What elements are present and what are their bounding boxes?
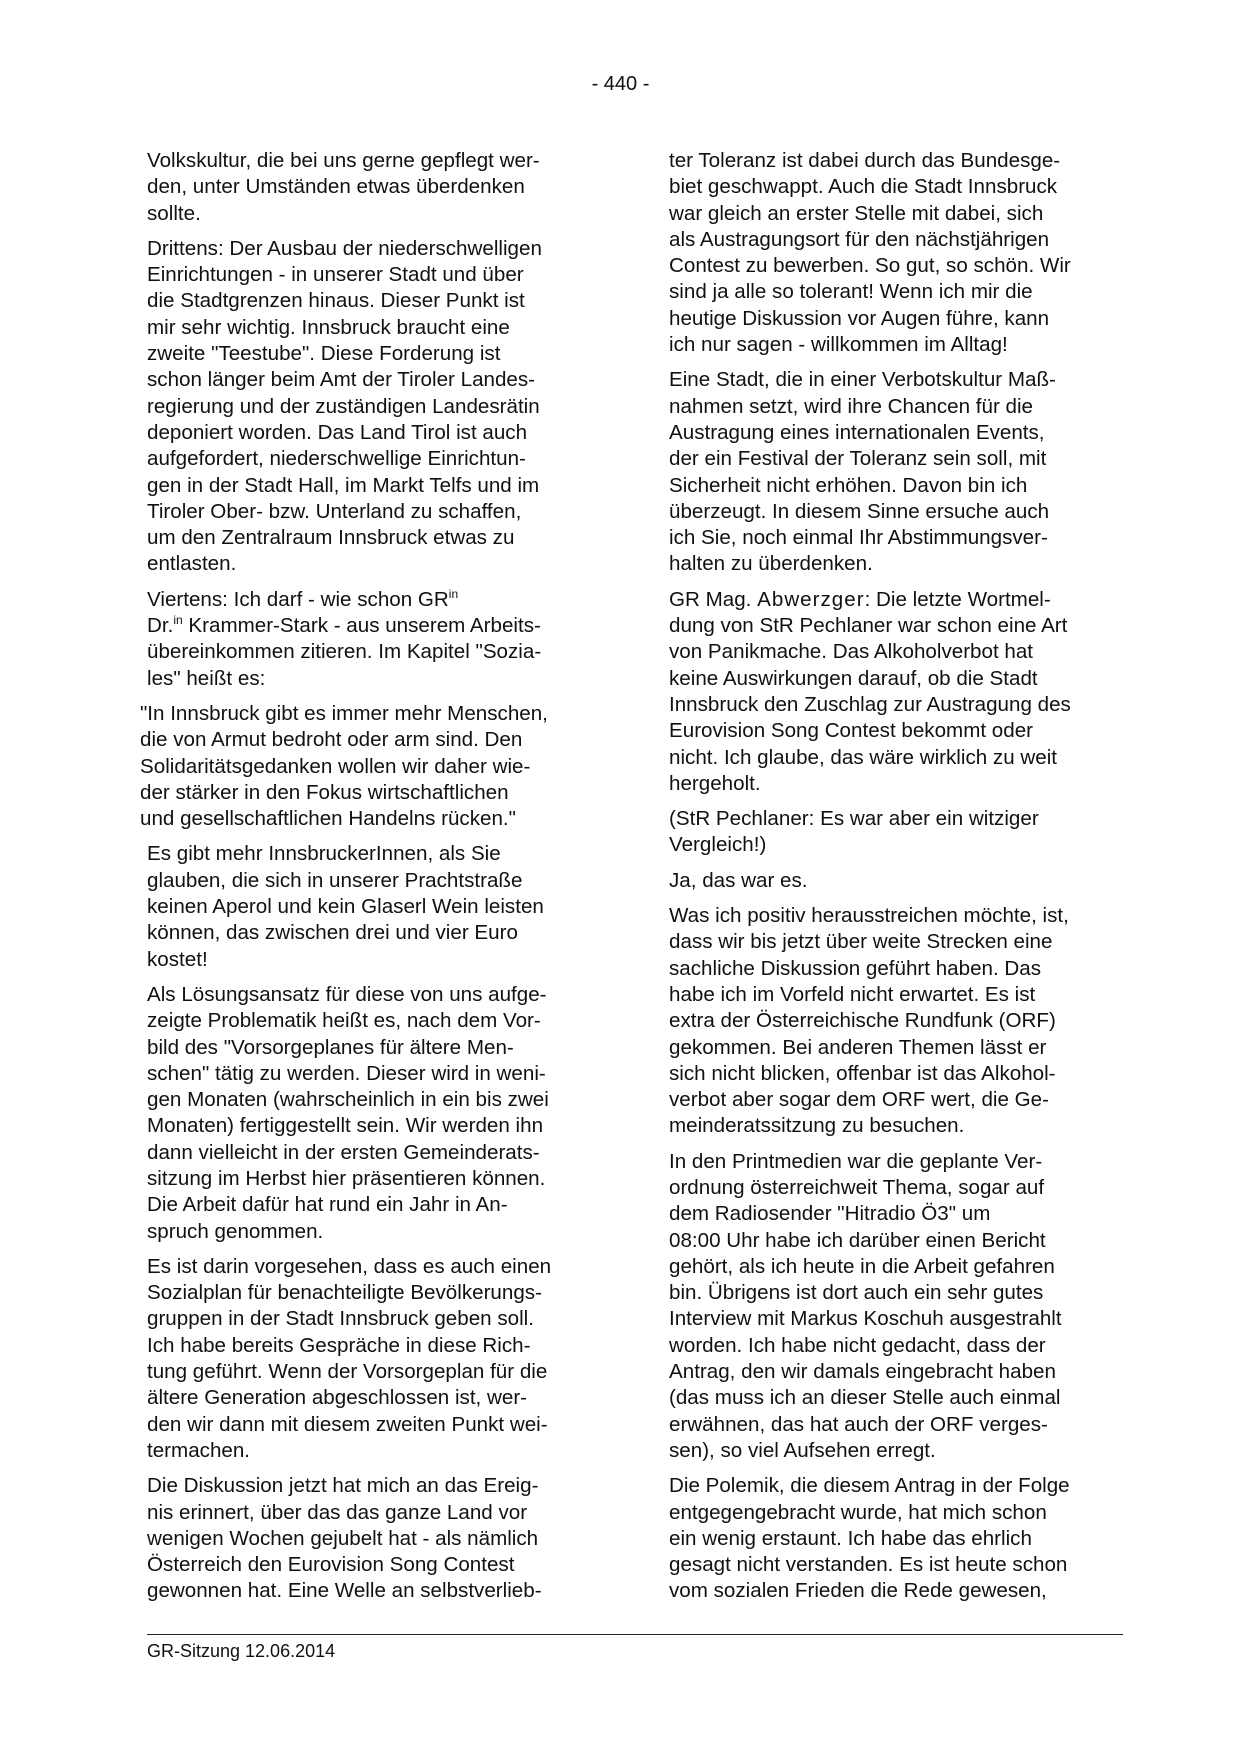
text-fragment: nahmen setzt, wird ihre Chancen für die: [669, 394, 1034, 418]
text-fragment: sich nicht blicken, offenbar ist das Alkohol-: [669, 1061, 1056, 1085]
text-fragment: dann vielleicht in der ersten Gemeinderats-: [147, 1140, 540, 1164]
paragraph: [669, 148, 1129, 358]
text-line: [669, 587, 1129, 613]
text-fragment: Monaten) fertiggestellt sein. Wir werden ihn: [147, 1114, 544, 1138]
paragraph: [669, 806, 1129, 859]
text-line: [669, 1359, 1129, 1385]
text-line: [140, 701, 612, 727]
text-line: [147, 148, 612, 174]
text-line: [669, 1149, 1129, 1175]
text-fragment: keine Auswirkungen darauf, ob die Stadt: [669, 666, 1038, 690]
text-fragment: ter Toleranz ist dabei durch das Bundesge-: [669, 149, 1061, 172]
footer-session-date: GR-Sitzung 12.06.2014: [147, 1641, 336, 1661]
text-line: [669, 525, 1129, 551]
text-fragment: biet geschwappt. Auch die Stadt Innsbruck: [669, 175, 1058, 199]
text-fragment: Vergleich!): [669, 833, 767, 857]
text-line: [669, 1412, 1129, 1438]
text-line: [669, 1526, 1129, 1552]
text-fragment: Tiroler Ober- bzw. Unterland zu schaffen,: [147, 499, 522, 523]
text-line: [669, 499, 1129, 525]
text-fragment: ein wenig erstaunt. Ich habe das ehrlich: [669, 1526, 1032, 1550]
text-fragment: bin. Übrigens ist dort auch ein sehr gutes: [669, 1281, 1044, 1305]
text-fragment: Einrichtungen - in unserer Stadt und über: [147, 263, 524, 287]
text-line: [669, 1306, 1129, 1332]
text-fragment: Die Polemik, die diesem Antrag in der Folge: [669, 1474, 1070, 1498]
paragraph: [669, 1149, 1129, 1465]
text-fragment: Sicherheit nicht erhöhen. Davon bin ich: [669, 473, 1028, 497]
right-column: [669, 148, 1129, 1614]
text-fragment: schen" tätig zu werden. Dieser wird in weni-: [147, 1061, 546, 1085]
text-line: [669, 201, 1129, 227]
text-line: [669, 806, 1129, 832]
text-fragment: Solidaritätsgedanken wollen wir daher wie-: [140, 754, 531, 778]
text-line: [669, 1385, 1129, 1411]
text-fragment: Ja, das war es.: [669, 868, 808, 892]
text-line: [147, 982, 612, 1008]
text-fragment: entlasten.: [147, 552, 237, 576]
paragraph: [147, 148, 612, 227]
paragraph: [669, 903, 1129, 1140]
superscript: in: [448, 586, 459, 601]
text-line: [669, 1228, 1129, 1254]
text-fragment: den, unter Umständen etwas überdenken: [147, 175, 525, 199]
text-line: [147, 1526, 612, 1552]
text-line: [669, 1552, 1129, 1578]
text-line: [140, 806, 612, 832]
text-fragment: Eurovision Song Contest bekommt oder: [669, 719, 1034, 743]
text-fragment: tung geführt. Wenn der Vorsorgeplan für die: [147, 1360, 548, 1384]
text-fragment: überzeugt. In diesem Sinne ersuche auch: [669, 499, 1050, 523]
text-line: [669, 1061, 1129, 1087]
text-line: [669, 1500, 1129, 1526]
paragraph: [147, 1254, 612, 1464]
text-line: [669, 367, 1129, 393]
paragraph: [147, 1473, 612, 1604]
text-line: [669, 227, 1129, 253]
text-line: [669, 1113, 1129, 1139]
text-line: [147, 1500, 612, 1526]
text-line: [669, 1280, 1129, 1306]
text-fragment: keinen Aperol und kein Glaserl Wein leisten: [147, 895, 544, 919]
text-fragment: gen Monaten (wahrscheinlich in ein bis zwei: [147, 1088, 549, 1112]
text-fragment: In den Printmedien war die geplante Ver-: [669, 1149, 1043, 1173]
text-fragment: der stärker in den Fokus wirtschaftlichen: [140, 780, 509, 804]
text-fragment: heutige Diskussion vor Augen führe, kann: [669, 306, 1050, 330]
paragraph: [669, 868, 1129, 894]
text-fragment: kostet!: [147, 947, 208, 971]
paragraph: [669, 1473, 1129, 1604]
text-line: [147, 1552, 612, 1578]
text-line: [669, 692, 1129, 718]
text-fragment: aufgefordert, niederschwellige Einrichtun-: [147, 447, 526, 471]
text-fragment: schon länger beim Amt der Tiroler Landes-: [147, 368, 536, 392]
text-fragment: sind ja alle so tolerant! Wenn ich mir die: [669, 280, 1033, 304]
text-fragment: gruppen in der Stadt Innsbruck geben soll.: [147, 1307, 534, 1331]
text-line: [147, 201, 612, 227]
text-line: [147, 525, 612, 551]
text-line: [669, 174, 1129, 200]
paragraph: [147, 587, 612, 692]
page-number: - 440 -: [591, 73, 650, 95]
text-line: [669, 903, 1129, 929]
text-fragment: die von Armut bedroht oder arm sind. Den: [140, 728, 523, 752]
text-line: [669, 1087, 1129, 1113]
superscript: in: [173, 613, 183, 628]
text-line: [669, 1473, 1129, 1499]
text-fragment: gesagt nicht verstanden. Es ist heute schon: [669, 1553, 1068, 1577]
text-line: [147, 174, 612, 200]
text-fragment: Krammer-Stark - aus unserem Arbeits-: [182, 614, 541, 638]
paragraph: [147, 982, 612, 1245]
text-fragment: um den Zentralraum Innsbruck etwas zu: [147, 526, 515, 550]
left-column: [140, 148, 612, 1614]
text-fragment: die Stadtgrenzen hinaus. Dieser Punkt ist: [147, 289, 525, 313]
text-fragment: (StR Pechlaner: Es war aber ein witziger: [669, 807, 1039, 831]
text-line: [147, 1061, 612, 1087]
text-fragment: worden. Ich habe nicht gedacht, dass der: [669, 1333, 1046, 1357]
text-line: [669, 279, 1129, 305]
text-line: [147, 341, 612, 367]
text-line: [147, 499, 612, 525]
text-line: [147, 1385, 612, 1411]
text-fragment: vom sozialen Frieden die Rede gewesen,: [669, 1579, 1047, 1603]
text-fragment: und gesellschaftlichen Handelns rücken.": [140, 807, 516, 831]
text-line: [147, 1412, 612, 1438]
text-line: [147, 894, 612, 920]
text-line: [147, 1166, 612, 1192]
text-line: [147, 420, 612, 446]
text-fragment: zweite "Teestube". Diese Forderung ist: [147, 342, 501, 366]
text-fragment: war gleich an erster Stelle mit dabei, sich: [669, 201, 1044, 225]
text-fragment: sitzung im Herbst hier präsentieren können.: [147, 1166, 546, 1190]
text-fragment: Austragung eines internationalen Events,: [669, 420, 1045, 444]
text-fragment: halten zu überdenken.: [669, 552, 873, 576]
text-line: [669, 253, 1129, 279]
text-line: [669, 1035, 1129, 1061]
text-line: [147, 868, 612, 894]
text-line: [669, 420, 1129, 446]
text-line: [669, 639, 1129, 665]
text-line: [669, 666, 1129, 692]
text-fragment: bild des "Vorsorgeplanes für ältere Men-: [147, 1035, 514, 1059]
text-fragment: mir sehr wichtig. Innsbruck braucht eine: [147, 315, 510, 339]
text-line: [147, 639, 612, 665]
text-line: [669, 745, 1129, 771]
text-line: [147, 288, 612, 314]
text-fragment: zeigte Problematik heißt es, nach dem Vor-: [147, 1009, 541, 1033]
text-fragment: dass wir bis jetzt über weite Strecken eine: [669, 930, 1053, 954]
text-line: [147, 1333, 612, 1359]
text-fragment: den wir dann mit diesem zweiten Punkt wei-: [147, 1412, 548, 1436]
text-fragment: Ich habe bereits Gespräche in diese Rich-: [147, 1333, 531, 1357]
text-fragment: Innsbruck den Zuschlag zur Austragung des: [669, 692, 1071, 716]
text-fragment: können, das zwischen drei und vier Euro: [147, 921, 518, 945]
text-line: [147, 613, 612, 639]
paragraph: [140, 701, 612, 832]
text-fragment: Viertens: Ich darf - wie schon GR: [147, 587, 449, 611]
text-fragment: dung von StR Pechlaner war schon eine Art: [669, 614, 1068, 638]
text-fragment: gehört, als ich heute in die Arbeit gefahren: [669, 1254, 1055, 1278]
text-fragment: regierung und der zuständigen Landesrätin: [147, 394, 540, 418]
text-fragment: Es gibt mehr InnsbruckerInnen, als Sie: [147, 842, 501, 866]
text-fragment: Antrag, den wir damals eingebracht haben: [669, 1360, 1056, 1384]
text-fragment: als Austragungsort für den nächstjährigen: [669, 227, 1050, 251]
text-line: [147, 1473, 612, 1499]
text-fragment: gekommen. Bei anderen Themen lässt er: [669, 1035, 1047, 1059]
text-line: [147, 920, 612, 946]
text-line: [147, 551, 612, 577]
text-line: [669, 868, 1129, 894]
text-line: [147, 236, 612, 262]
text-line: [147, 394, 612, 420]
text-line: [147, 473, 612, 499]
text-line: [669, 1201, 1129, 1227]
text-line: [140, 727, 612, 753]
text-line: [147, 587, 612, 613]
text-line: [147, 1438, 612, 1464]
text-line: [669, 613, 1129, 639]
text-fragment: Es ist darin vorgesehen, dass es auch einen: [147, 1254, 552, 1278]
text-fragment: habe ich im Vorfeld nicht erwartet. Es ist: [669, 982, 1036, 1006]
text-fragment: sollte.: [147, 201, 201, 225]
text-line: [669, 473, 1129, 499]
text-fragment: 08:00 Uhr habe ich darüber einen Bericht: [669, 1228, 1046, 1252]
text-fragment: gewonnen hat. Eine Welle an selbstverlieb-: [147, 1579, 542, 1603]
text-fragment: übereinkommen zitieren. Im Kapitel "Sozia-: [147, 640, 542, 664]
footer-divider: [147, 1634, 1123, 1635]
text-line: [147, 1359, 612, 1385]
text-line: [140, 754, 612, 780]
text-fragment: hergeholt.: [669, 771, 761, 795]
text-fragment: Sozialplan für benachteiligte Bevölkerungs-: [147, 1281, 542, 1305]
text-fragment: gen in der Stadt Hall, im Markt Telfs und im: [147, 473, 540, 497]
text-line: [147, 841, 612, 867]
text-fragment: Was ich positiv herausstreichen möchte, ist,: [669, 904, 1069, 928]
text-line: [669, 1333, 1129, 1359]
text-fragment: Interview mit Markus Koschuh ausgestrahlt: [669, 1307, 1062, 1331]
paragraph: [147, 236, 612, 578]
text-fragment: sachliche Diskussion geführt haben. Das: [669, 956, 1042, 980]
text-line: [147, 1008, 612, 1034]
text-fragment: Als Lösungsansatz für diese von uns aufge-: [147, 982, 547, 1006]
text-fragment: dem Radiosender "Hitradio Ö3" um: [669, 1202, 991, 1226]
text-fragment: entgegengebracht wurde, hat mich schon: [669, 1500, 1047, 1524]
text-line: [147, 1306, 612, 1332]
text-fragment: Volkskultur, die bei uns gerne gepflegt wer-: [147, 149, 540, 172]
text-fragment: sen), so viel Aufsehen erregt.: [669, 1438, 936, 1462]
text-fragment: wenigen Wochen gejubelt hat - als nämlich: [147, 1526, 539, 1550]
text-line: [147, 947, 612, 973]
text-line: [147, 262, 612, 288]
text-fragment: Contest zu bewerben. So gut, so schön. Wir: [669, 254, 1071, 278]
text-fragment: spruch genommen.: [147, 1219, 324, 1243]
text-line: [669, 394, 1129, 420]
text-line: [147, 1578, 612, 1604]
text-line: [669, 982, 1129, 1008]
text-line: [147, 1192, 612, 1218]
text-fragment: meinderatssitzung zu besuchen.: [669, 1114, 965, 1138]
text-line: [669, 956, 1129, 982]
text-fragment: termachen.: [147, 1438, 251, 1462]
text-fragment: Österreich den Eurovision Song Contest: [147, 1553, 515, 1577]
speaker-title: GR Mag.: [669, 587, 758, 611]
text-line: [147, 1280, 612, 1306]
text-fragment: Dr.: [147, 614, 174, 638]
text-fragment: Die Diskussion jetzt hat mich an das Ereig-: [147, 1474, 539, 1498]
text-line: [147, 446, 612, 472]
text-fragment: (das muss ich an dieser Stelle auch einmal: [669, 1386, 1061, 1410]
text-line: [147, 367, 612, 393]
text-fragment: nis erinnert, über das das ganze Land vor: [147, 1500, 528, 1524]
text-fragment: glauben, die sich in unserer Prachtstraße: [147, 868, 523, 892]
paragraph: [669, 367, 1129, 577]
text-fragment: extra der Österreichische Rundfunk (ORF): [669, 1009, 1056, 1033]
text-line: [669, 771, 1129, 797]
text-line: [669, 1254, 1129, 1280]
text-fragment: ältere Generation abgeschlossen ist, wer-: [147, 1386, 528, 1410]
text-line: [147, 1219, 612, 1245]
text-line: [669, 306, 1129, 332]
text-fragment: nicht. Ich glaube, das wäre wirklich zu weit: [669, 745, 1058, 769]
text-fragment: Drittens: Der Ausbau der niederschwelligen: [147, 236, 542, 260]
paragraph: [669, 587, 1129, 797]
text-line: [669, 1008, 1129, 1034]
text-line: [147, 1113, 612, 1139]
speaker-name: Abwerzger: [757, 587, 865, 611]
text-line: [669, 551, 1129, 577]
text-line: [669, 929, 1129, 955]
text-fragment: Die Arbeit dafür hat rund ein Jahr in An-: [147, 1193, 508, 1217]
text-fragment: von Panikmache. Das Alkoholverbot hat: [669, 640, 1034, 664]
text-fragment: erwähnen, das hat auch der ORF verges-: [669, 1412, 1048, 1436]
text-line: [669, 446, 1129, 472]
text-fragment: ich Sie, noch einmal Ihr Abstimmungsver-: [669, 526, 1048, 550]
text-line: [147, 1035, 612, 1061]
text-line: [669, 832, 1129, 858]
text-fragment: verbot aber sogar dem ORF wert, die Ge-: [669, 1088, 1049, 1112]
text-fragment: "In Innsbruck gibt es immer mehr Menschen,: [140, 701, 548, 725]
text-line: [147, 1254, 612, 1280]
text-line: [669, 1175, 1129, 1201]
text-fragment: ich nur sagen - willkommen im Alltag!: [669, 333, 1008, 357]
text-line: [669, 1438, 1129, 1464]
text-fragment: der ein Festival der Toleranz sein soll, mit: [669, 447, 1047, 471]
text-line: [140, 780, 612, 806]
text-line: [147, 315, 612, 341]
text-line: [669, 148, 1129, 174]
text-line: [669, 718, 1129, 744]
text-fragment: Eine Stadt, die in einer Verbotskultur Maß-: [669, 368, 1056, 392]
text-line: [669, 1578, 1129, 1604]
text-fragment: : Die letzte Wortmel-: [864, 587, 1051, 611]
paragraph: [147, 841, 612, 972]
text-fragment: deponiert worden. Das Land Tirol ist auch: [147, 420, 528, 444]
text-line: [147, 1087, 612, 1113]
text-line: [147, 1140, 612, 1166]
text-line: [669, 332, 1129, 358]
text-line: [147, 666, 612, 692]
text-fragment: ordnung österreichweit Thema, sogar auf: [669, 1175, 1045, 1199]
text-fragment: les" heißt es:: [147, 666, 266, 690]
